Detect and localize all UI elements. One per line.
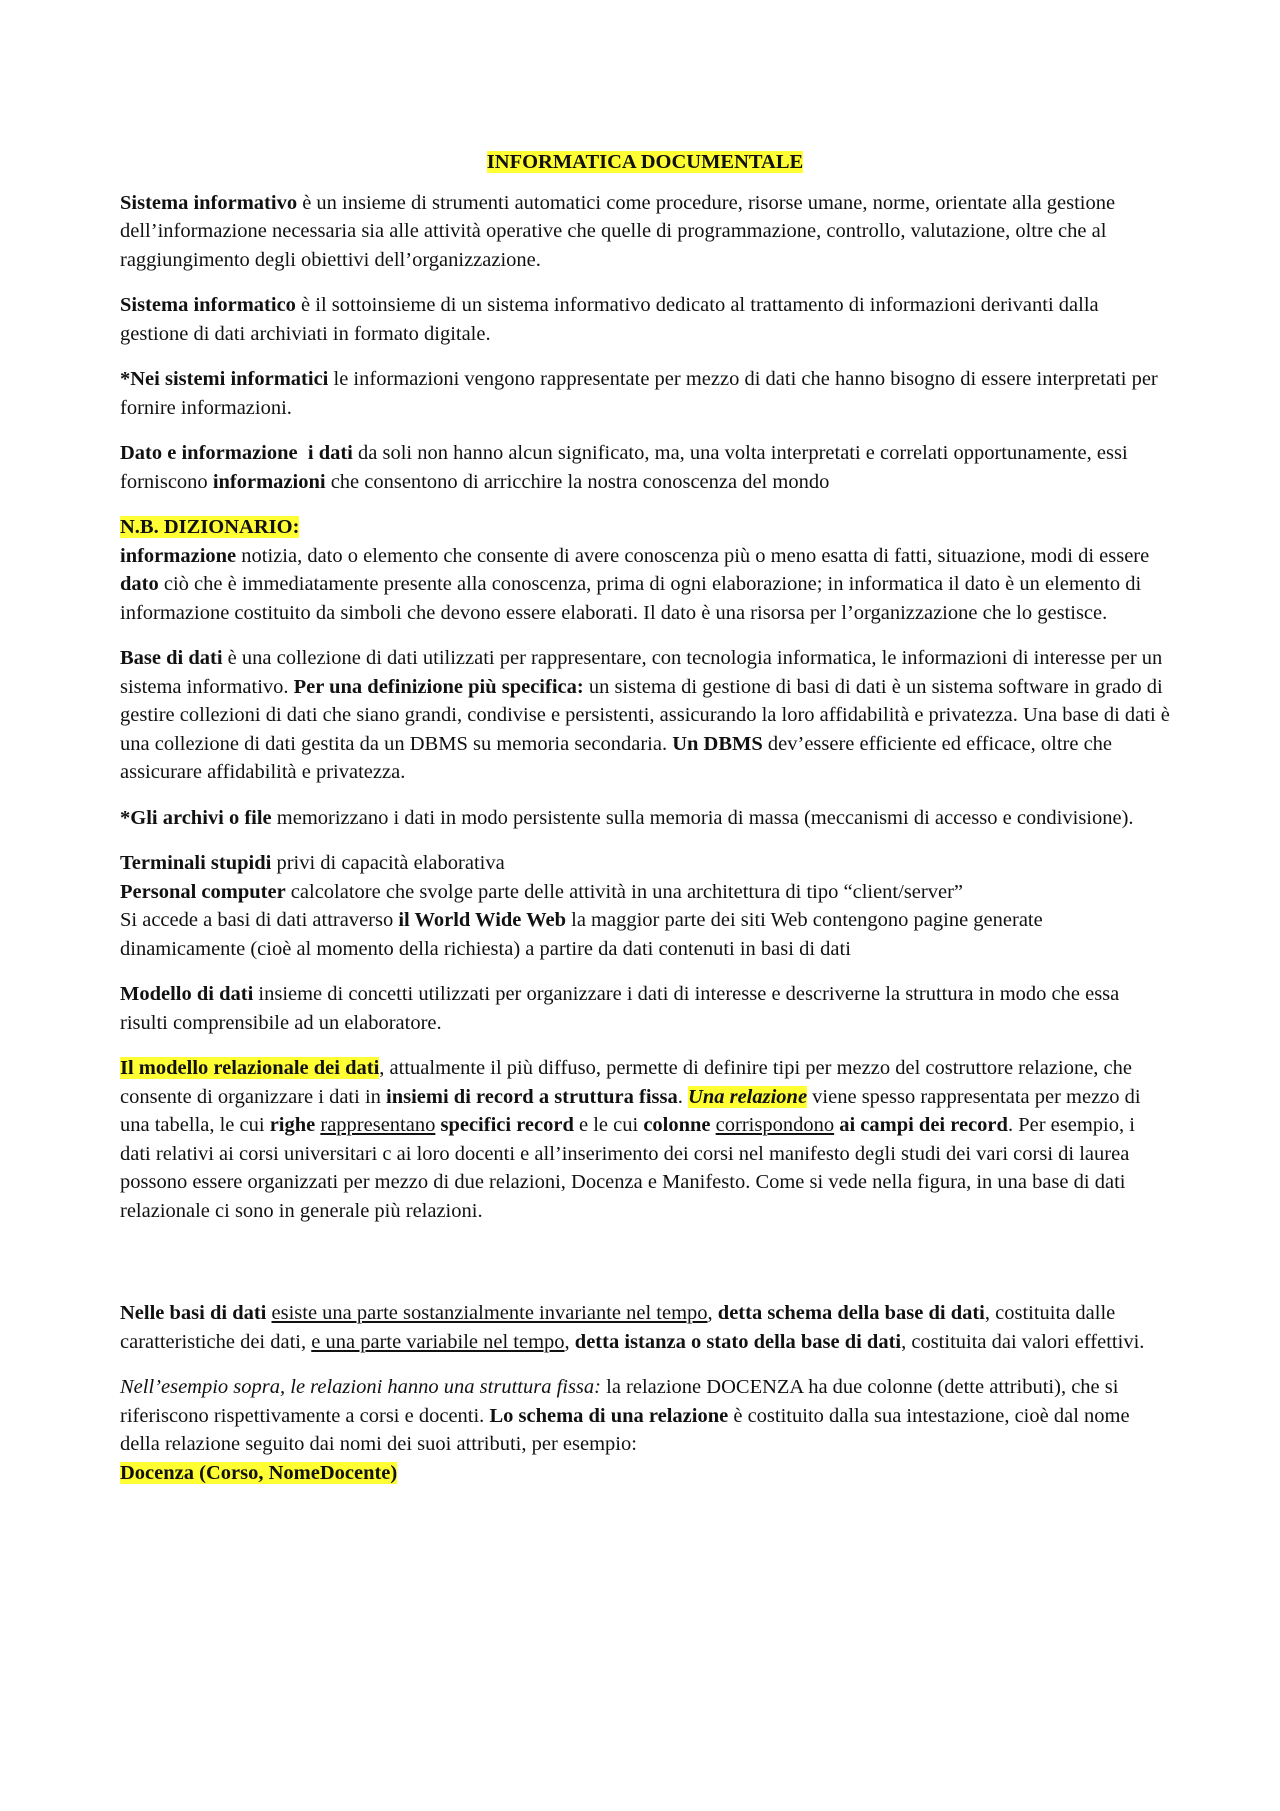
- document-title: INFORMATICA DOCUMENTALE: [486, 151, 804, 173]
- paragraph-terminali: Terminali stupidi privi di capacità elaborativa Personal computer calcolatore che svolge parte delle attività in una architettura di tipo “client/server” Si accede a basi di dati attraverso il World Wide Web la maggior parte dei siti Web contengono pagine generate dinamicamente (cioè al momento della richiesta) a partire da dati contenuti in basi di dati: [120, 852, 1043, 960]
- paragraph-base-di-dati: Base di dati è una collezione di dati utilizzati per rappresentare, con tecnologia informatica, le informazioni di interesse per un sistema informativo. Per una definizione più specifica: un sistema di gestione di basi di dati è un sistema software in grado di gestire collezioni di dati che siano grandi, condivise e persistenti, assicurando la loro affidabilità e privatezza. Una base di dati è una collezione di dati gestita da un DBMS su memoria secondaria. Un DBMS dev’essere efficiente ed efficace, oltre che assicurare affidabilità e privatezza.: [120, 647, 1170, 783]
- document-body: [120, 148, 1170, 1487]
- paragraph-sistema-informativo: Sistema informativo è un insieme di strumenti automatici come procedure, risorse umane, norme, orientate alla gestione dell’informazione necessaria sia alle attività operative che quelle di programmazione, controllo, valutazione, oltre che al raggiungimento degli obiettivi dell’organizzazione.: [120, 191, 1116, 271]
- paragraph-schema-istanza: Nelle basi di dati esiste una parte sostanzialmente invariante nel tempo, detta schema della base di dati, costituita dalle caratteristiche dei dati, e una parte variabile nel tempo, detta istanza o stato della base di dati, costituita dai valori effettivi.: [120, 1302, 1145, 1353]
- paragraph-sistema-informatico: Sistema informatico è il sottoinsieme di un sistema informativo dedicato al trattamento di informazioni derivanti dalla gestione di dati archiviati in formato digitale.: [120, 294, 1099, 345]
- paragraph-archivi: *Gli archivi o file memorizzano i dati in modo persistente sulla memoria di massa (meccanismi di accesso e condivisione).: [120, 806, 1134, 829]
- section-dizionario: N.B. DIZIONARIO: informazione notizia, dato o elemento che consente di avere conoscenza più o meno esatta di fatti, situazione, modi di essere dato ciò che è immediatamente presente alla conoscenza, prima di ogni elaborazione; in informatica il dato è un elemento di informazione costituito da simboli che devono essere elaborati. Il dato è una risorsa per l’organizzazione che lo gestisce.: [120, 516, 1150, 624]
- paragraph-dato-informazione: Dato e informazione i dati da soli non hanno alcun significato, ma, una volta interpretati e correlati opportunamente, essi forniscono informazioni che consentono di arricchire la nostra conoscenza del mondo: [120, 442, 1128, 493]
- dizionario-heading: N.B. DIZIONARIO:: [120, 516, 300, 538]
- paragraph-modello-di-dati: Modello di dati insieme di concetti utilizzati per organizzare i dati di interesse e descriverne la struttura in modo che essa risulti comprensibile ad un elaboratore.: [120, 983, 1120, 1034]
- blank-space: [120, 1242, 1170, 1299]
- paragraph-sistemi-informatici: *Nei sistemi informatici le informazioni vengono rappresentate per mezzo di dati che hanno bisogno di essere interpretati per fornire informazioni.: [120, 368, 1158, 419]
- schema-example: Docenza (Corso, NomeDocente): [120, 1461, 398, 1484]
- paragraph-modello-relazionale: Il modello relazionale dei dati, attualmente il più diffuso, permette di definire tipi per mezzo del costruttore relazione, che consente di organizzare i dati in insiemi di record a struttura fissa. Una relazione viene spesso rappresentata per mezzo di una tabella, le cui righe rappresentano specifici record e le cui colonne corrispondono ai campi dei record. Per esempio, i dati relativi ai corsi universitari c ai loro docenti e all’inserimento dei corsi nel manifesto degli studi dei vari corsi di laurea possono essere organizzati per mezzo di due relazioni, Docenza e Manifesto. Come si vede nella figura, in una base di dati relazionale ci sono in generale più relazioni.: [120, 1057, 1141, 1222]
- paragraph-schema-relazione: Nell’esempio sopra, le relazioni hanno una struttura fissa: la relazione DOCENZA ha due colonne (dette attributi), che si riferiscono rispettivamente a corsi e docenti. Lo schema di una relazione è costituito dalla sua intestazione, cioè dal nome della relazione seguito dai nomi dei suoi attributi, per esempio: Docenza (Corso, NomeDocente): [120, 1376, 1130, 1484]
